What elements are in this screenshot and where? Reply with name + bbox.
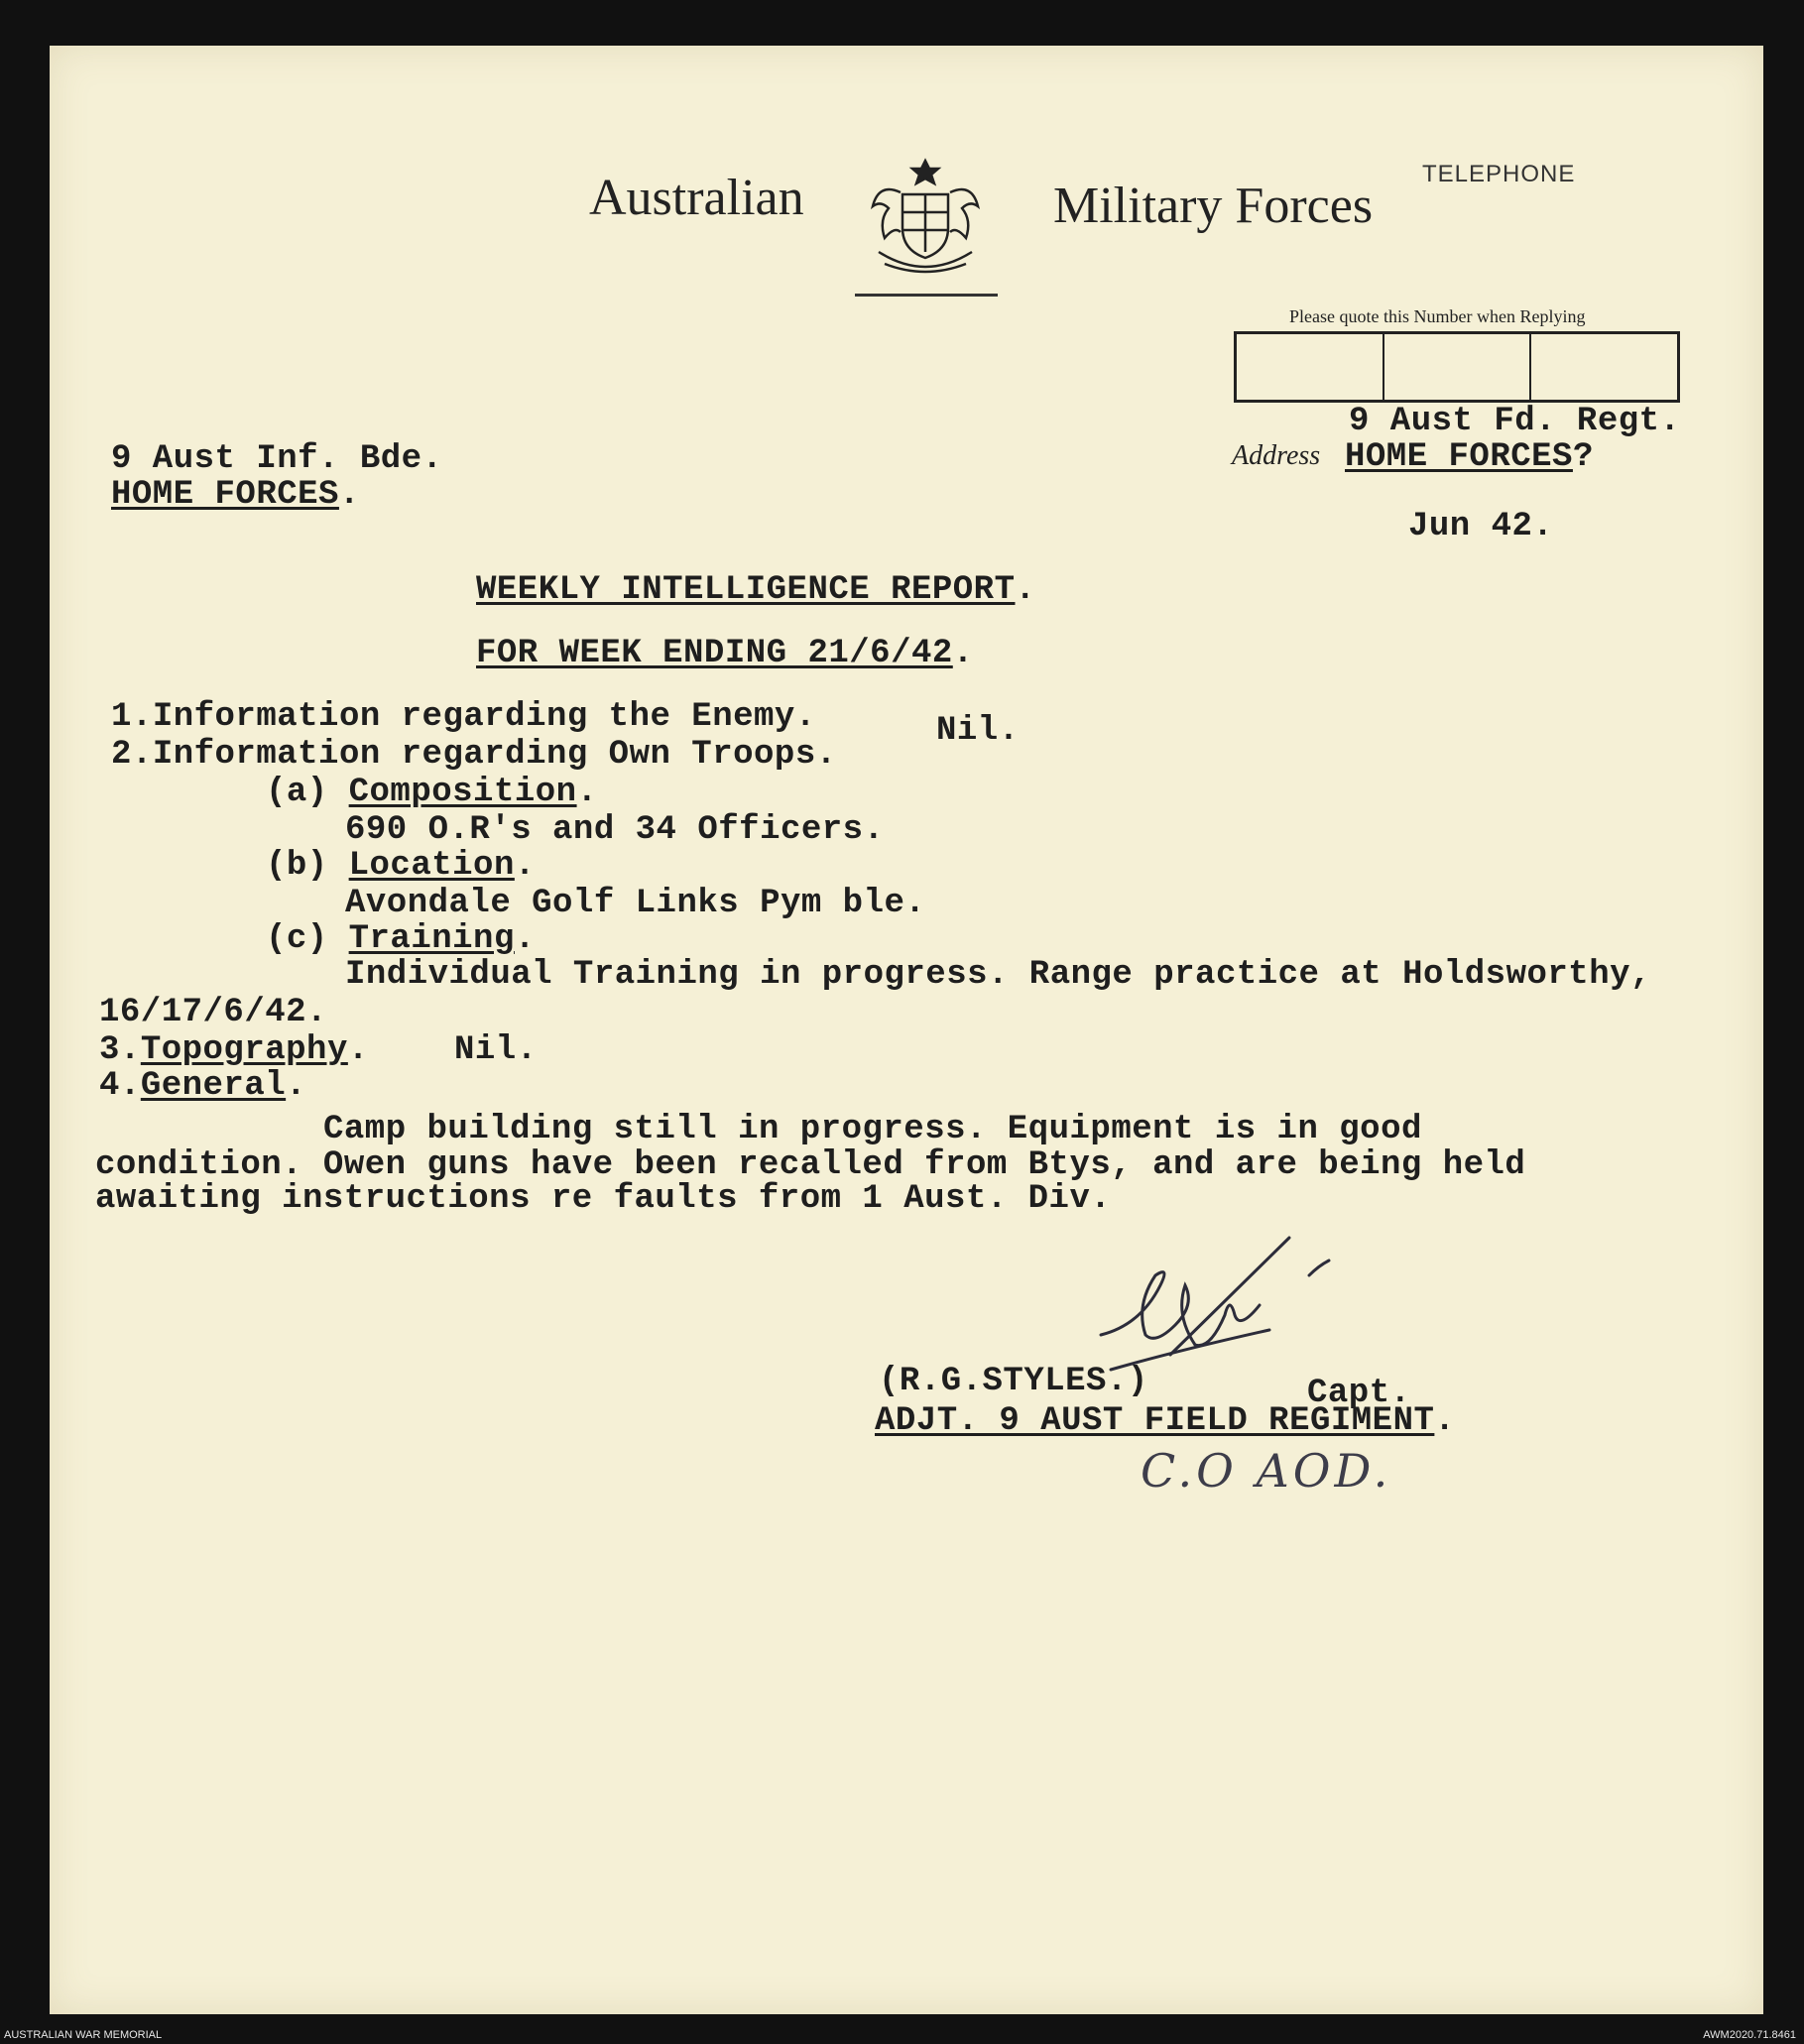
- reference-cell: [1237, 334, 1384, 400]
- quote-number-label: Please quote this Number when Replying: [1289, 306, 1586, 326]
- item-1: 1.Information regarding the Enemy.: [111, 698, 816, 736]
- item-2c-date: 16/17/6/42.: [99, 994, 327, 1031]
- item-2a-text: 690 O.R's and 34 Officers.: [345, 811, 885, 849]
- general-line2: condition. Owen guns have been recalled from Btys, and are being held: [95, 1146, 1526, 1184]
- item-4: 4.General.: [99, 1067, 307, 1105]
- footer-left-caption: AUSTRALIAN WAR MEMORIAL: [4, 2029, 163, 2041]
- letterhead-australian: Australian: [589, 170, 804, 226]
- item-2: 2.Information regarding Own Troops.: [111, 736, 837, 774]
- item-2c-text: Individual Training in progress. Range practice at Holdsworthy,: [345, 956, 1651, 994]
- item-3: 3.Topography.: [99, 1031, 369, 1069]
- recipient-line1: 9 Aust Inf. Bde.: [111, 440, 443, 478]
- item-2c: (c) Training.: [266, 920, 536, 958]
- reference-cell: [1384, 334, 1532, 400]
- report-subtitle: FOR WEEK ENDING 21/6/42.: [476, 635, 974, 672]
- general-line1: Camp building still in progress. Equipment is in good: [323, 1111, 1422, 1148]
- letter-page: [50, 46, 1763, 2014]
- item-2b-text: Avondale Golf Links Pym ble.: [345, 885, 926, 922]
- letterhead-military-forces: Military Forces: [1053, 178, 1374, 234]
- item-2b: (b) Location.: [266, 847, 536, 885]
- sender-line2: HOME FORCES?: [1345, 438, 1594, 476]
- address-label: Address: [1232, 440, 1321, 471]
- coat-of-arms-icon: [861, 153, 990, 282]
- sender-line1: 9 Aust Fd. Regt.: [1349, 403, 1681, 440]
- reference-cell: [1531, 334, 1677, 400]
- letterhead-rule: [855, 294, 998, 297]
- item-3-value: Nil.: [454, 1031, 538, 1069]
- handwritten-annotation: C.O AOD.: [1141, 1444, 1392, 1498]
- general-line3: awaiting instructions re faults from 1 Aust. Div.: [95, 1180, 1112, 1218]
- signatory-name: (R.G.STYLES.): [879, 1363, 1148, 1400]
- item-2a: (a) Composition.: [266, 774, 598, 811]
- reference-number-box: [1234, 331, 1680, 403]
- report-title: WEEKLY INTELLIGENCE REPORT.: [476, 571, 1036, 609]
- item-1-value: Nil.: [936, 712, 1020, 750]
- recipient-line2: HOME FORCES.: [111, 476, 360, 514]
- signatory-role: ADJT. 9 AUST FIELD REGIMENT.: [875, 1402, 1456, 1440]
- signatory-rank: Capt.: [1307, 1375, 1411, 1412]
- telephone-label: TELEPHONE: [1422, 161, 1576, 187]
- footer-right-caption: AWM2020.71.8461: [1703, 2029, 1796, 2041]
- letter-date: Jun 42.: [1408, 508, 1554, 545]
